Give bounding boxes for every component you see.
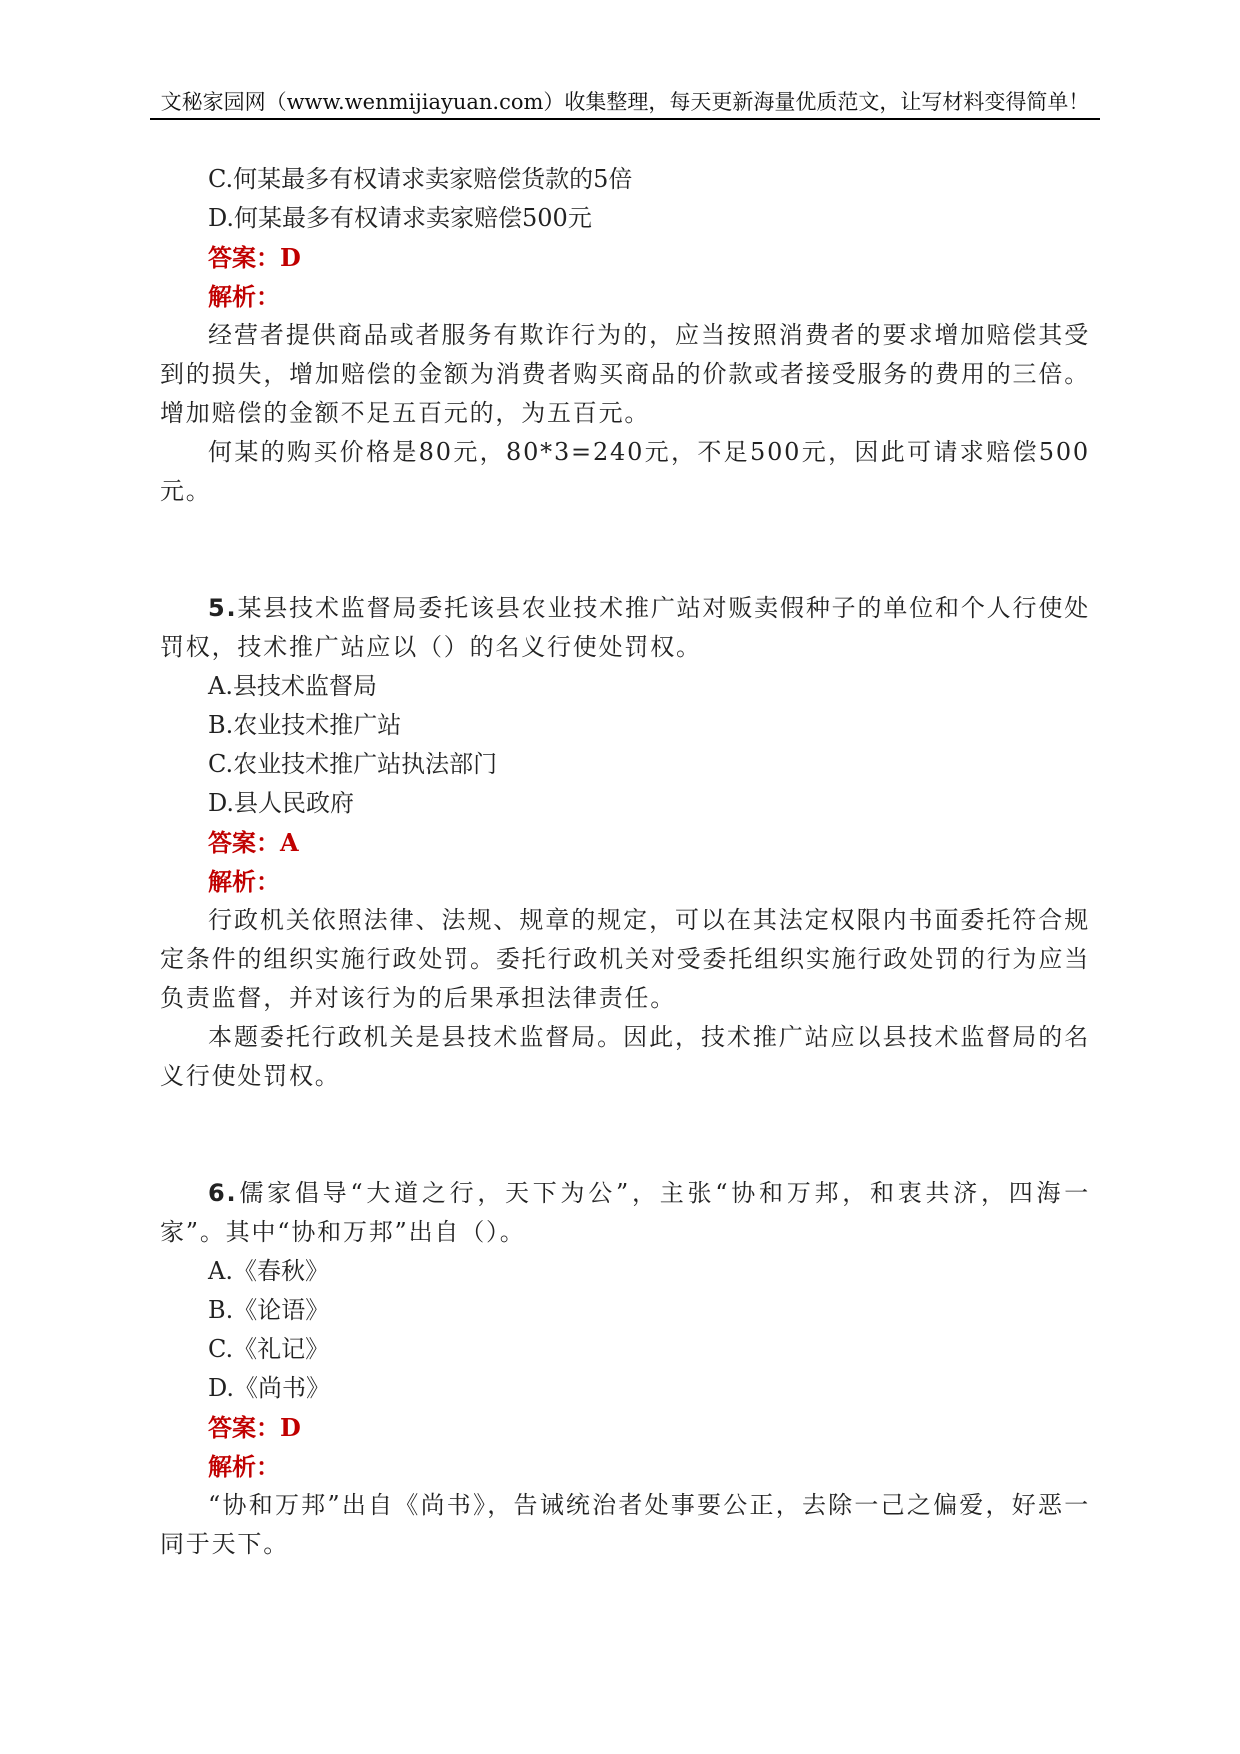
- q6-number: 6.: [208, 1179, 238, 1207]
- q5-analysis-paragraph-1: 行政机关依照法律、法规、规章的规定，可以在其法定权限内书面委托符合规定条件的组织实施行政处罚。委托行政机关对受委托组织实施行政处罚的行为应当负责监督，并对该行为的后果承担法律责任。: [160, 906, 1090, 1012]
- q6-stem: 儒家倡导“大道之行，天下为公”，主张“协和万邦，和衷共济，四海一家”。其中“协和万邦”出自（）。: [160, 1179, 1090, 1246]
- q6-analysis-paragraph-1: “协和万邦”出自《尚书》，告诫统治者处事要公正，去除一己之偏爱，好恶一同于天下。: [160, 1491, 1090, 1558]
- q4-analysis-paragraph-2: 何某的购买价格是80元，80*3=240元，不足500元，因此可请求赔偿500元。: [160, 438, 1090, 505]
- q6-option-a: A.《春秋》: [208, 1257, 329, 1285]
- q6-option-c: C.《礼记》: [208, 1335, 330, 1363]
- q5-analysis-label: 解析：: [208, 867, 280, 896]
- q5-analysis-paragraph-2: 本题委托行政机关是县技术监督局。因此，技术推广站应以县技术监督局的名义行使处罚权。: [160, 1023, 1090, 1090]
- q5-stem: 某县技术监督局委托该县农业技术推广站对贩卖假种子的单位和个人行使处罚权，技术推广站应以（）的名义行使处罚权。: [160, 594, 1090, 661]
- q6-question: [160, 1174, 1090, 1252]
- document-body: [160, 160, 1090, 1564]
- q5-option-d: D.县人民政府: [208, 789, 355, 817]
- q4-analysis-paragraph-1: 经营者提供商品或者服务有欺诈行为的，应当按照消费者的要求增加赔偿其受到的损失，增加赔偿的金额为消费者购买商品的价款或者接受服务的费用的三倍。增加赔偿的金额不足五百元的，为五百元。: [160, 321, 1090, 427]
- q6-analysis-label: 解析：: [208, 1452, 280, 1481]
- q5-option-b: B.农业技术推广站: [208, 711, 402, 739]
- q5-option-a: A.县技术监督局: [208, 672, 377, 700]
- q5-question: [160, 589, 1090, 667]
- q6-answer: 答案：D: [208, 1413, 301, 1442]
- q5-answer: 答案：A: [208, 828, 299, 857]
- page-header: 文秘家园网（www.wenmijiayuan.com）收集整理，每天更新海量优质范文，让写材料变得简单！: [150, 86, 1100, 120]
- q5-option-c: C.农业技术推广站执法部门: [208, 750, 498, 778]
- q4-option-d: D.何某最多有权请求卖家赔偿500元: [208, 204, 592, 232]
- q6-option-b: B.《论语》: [208, 1296, 330, 1324]
- q6-option-d: D.《尚书》: [208, 1374, 331, 1402]
- q4-option-c: C.何某最多有权请求卖家赔偿货款的5倍: [208, 165, 633, 193]
- q5-number: 5.: [208, 594, 238, 622]
- q4-answer: 答案：D: [208, 243, 301, 272]
- q4-analysis-label: 解析：: [208, 282, 280, 311]
